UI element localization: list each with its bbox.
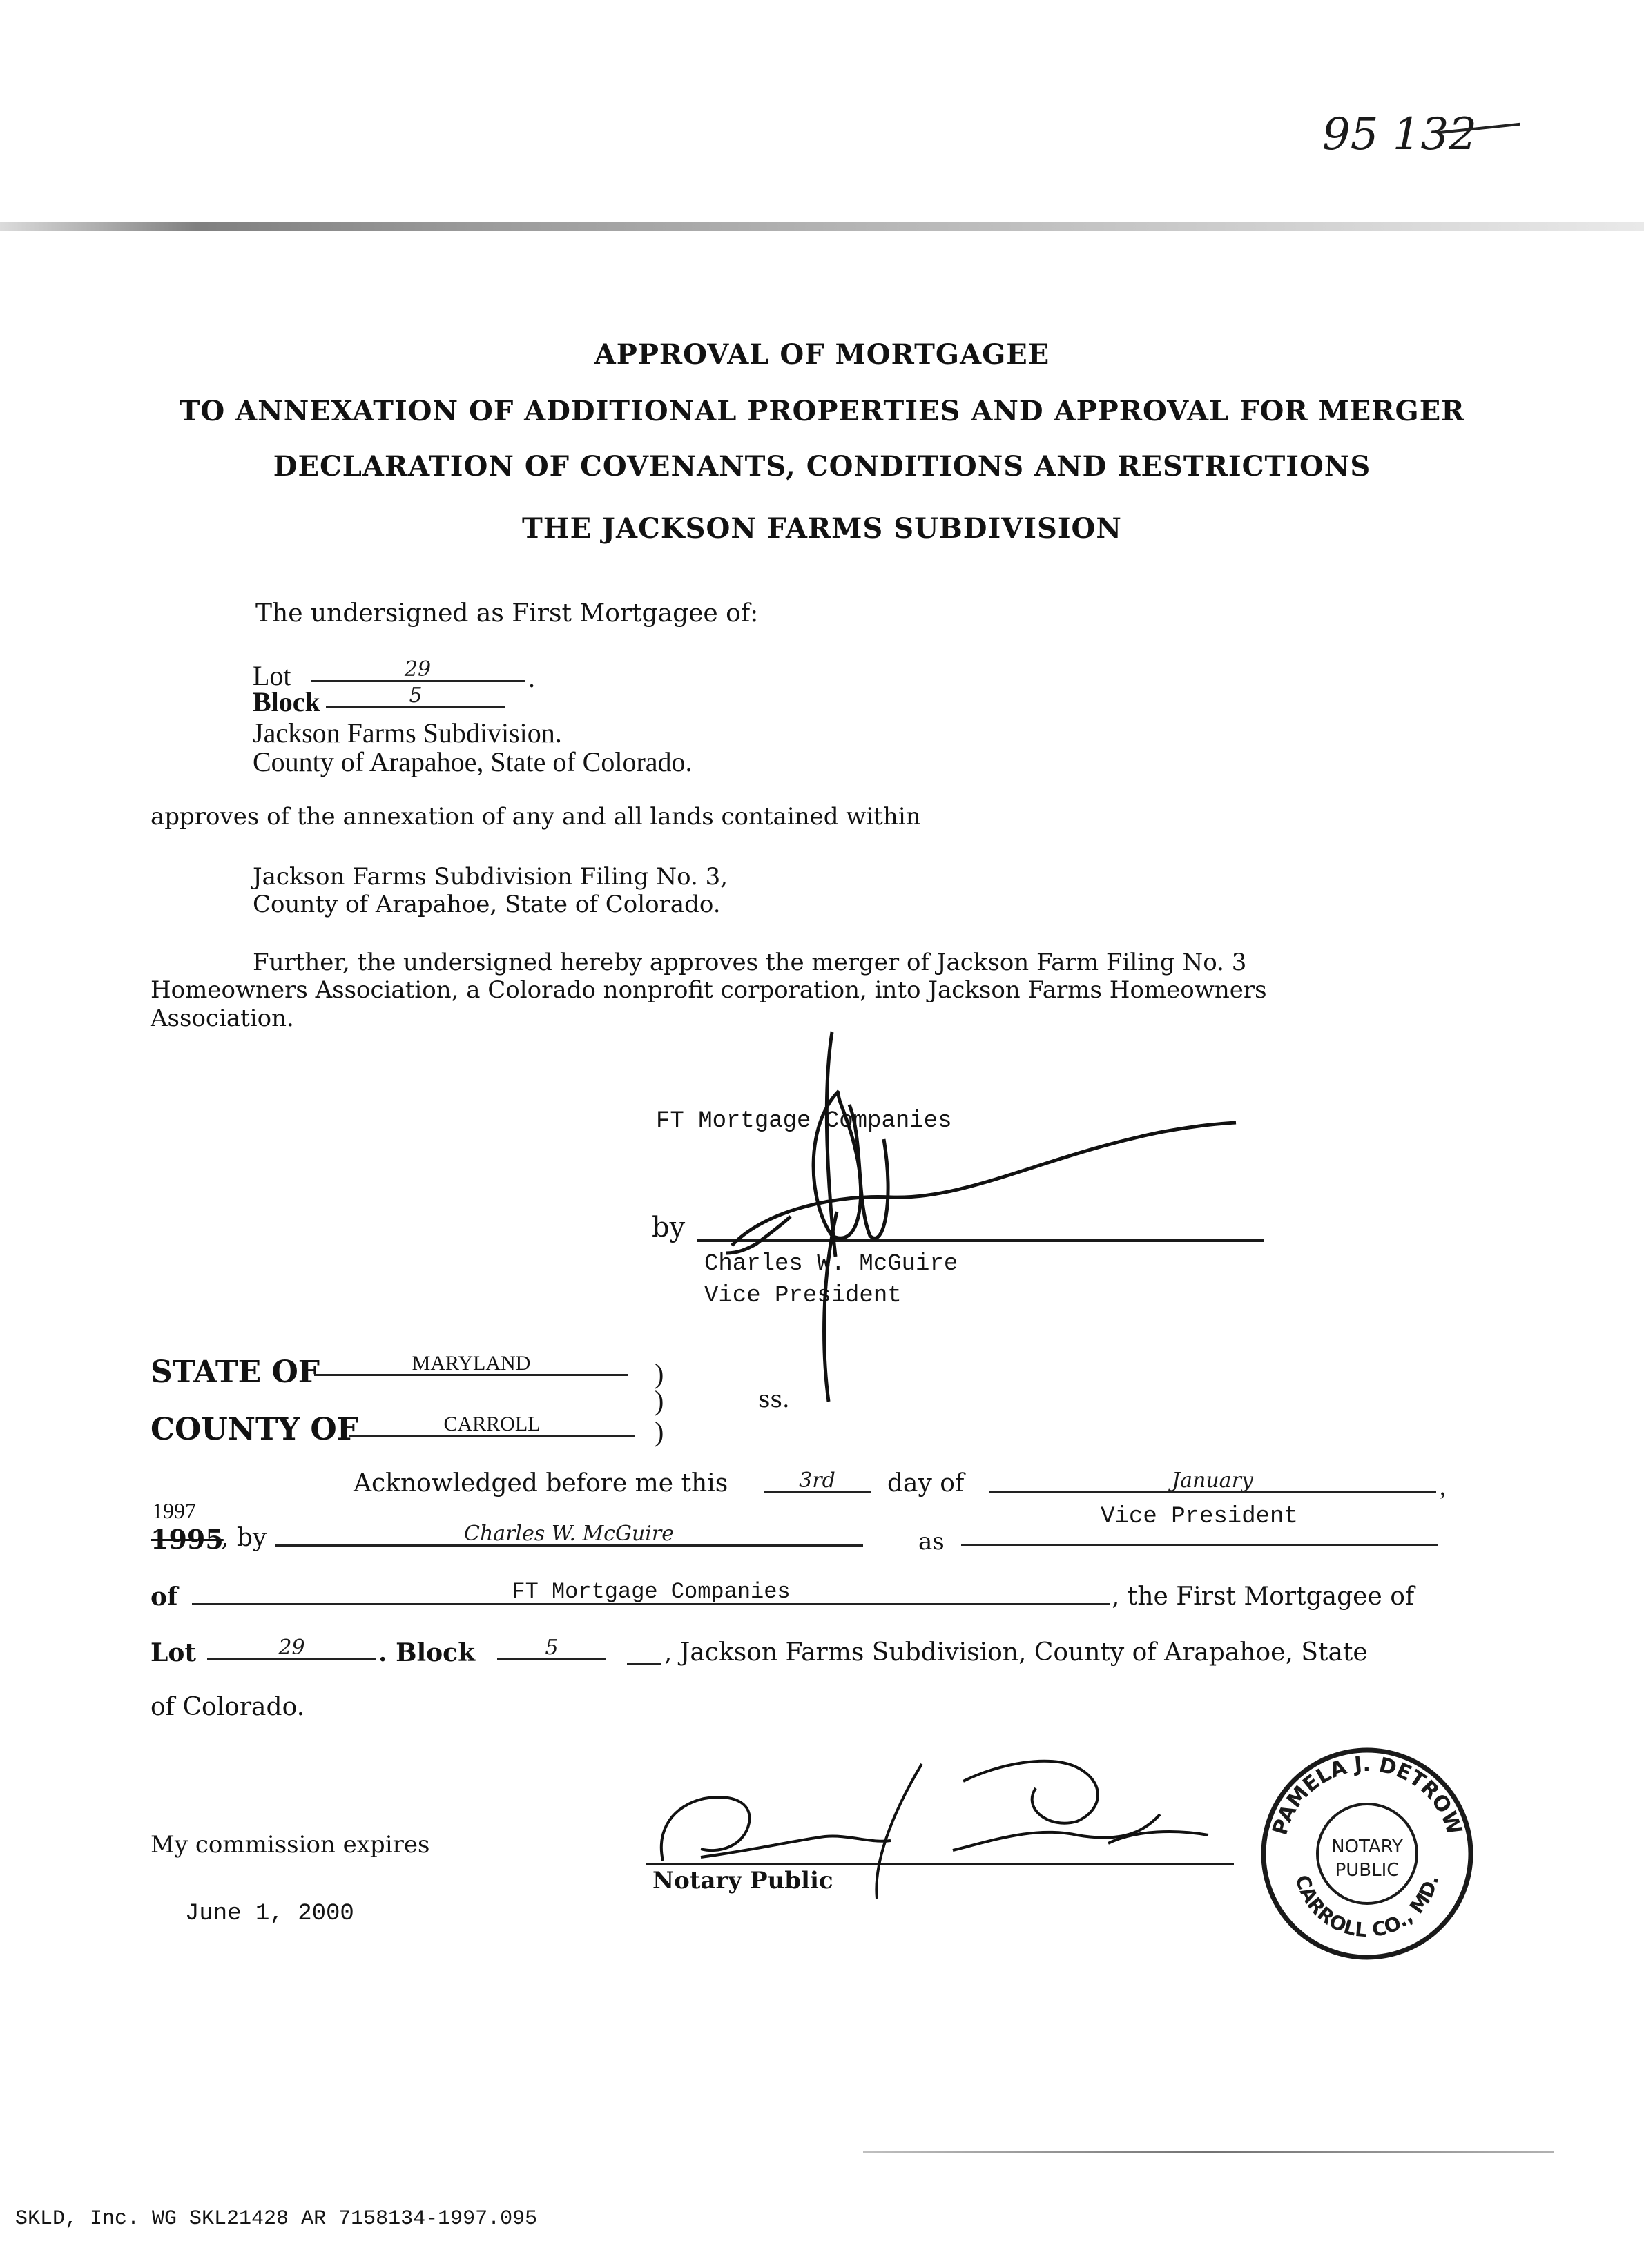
ack-day-label: day of <box>887 1469 965 1498</box>
officer-signature-stroke-3 <box>849 1105 888 1238</box>
ack-day-field <box>764 1471 871 1493</box>
title-line-2: TO ANNEXATION OF ADDITIONAL PROPERTIES AND APPROVAL FOR MERGER <box>179 395 1465 427</box>
ack-capacity-value: Vice President <box>1101 1504 1298 1530</box>
notary-signature-stroke-5 <box>963 1761 1098 1823</box>
venue-ss: ss. <box>758 1386 790 1413</box>
ack-person-value: Charles W. McGuire <box>464 1522 674 1546</box>
filing-county-state: County of Arapahoe, State of Colorado. <box>253 891 721 918</box>
officer-signature-stroke-4 <box>732 1123 1236 1246</box>
title-line-3: DECLARATION OF COVENANTS, CONDITIONS AND RESTRICTIONS <box>273 450 1371 483</box>
commission-date: June 1, 2000 <box>185 1901 354 1927</box>
ack-block-field <box>497 1638 606 1660</box>
ack-month-comma: , <box>1440 1473 1446 1500</box>
ack-block-value: 5 <box>545 1636 559 1660</box>
venue-county-value: CARROLL <box>443 1413 541 1435</box>
ack-by-label: , by <box>221 1524 267 1552</box>
property-block-value: 5 <box>409 684 423 708</box>
ack-person-field <box>275 1524 863 1547</box>
top-handwritten-annotation: 95 132 <box>1322 109 1477 160</box>
property-county-state: County of Arapahoe, State of Colorado. <box>253 746 693 777</box>
notary-seal-bottom-text: CARROLL CO., MD. <box>1290 1872 1444 1942</box>
notary-public-label: Notary Public <box>652 1867 833 1894</box>
title-line-1: APPROVAL OF MORTGAGEE <box>594 338 1050 371</box>
scan-top-streak <box>0 222 1644 231</box>
signer-title: Vice President <box>704 1283 902 1309</box>
venue-bracket-2: ) <box>655 1385 664 1416</box>
ack-entity-value: FT Mortgage Companies <box>512 1579 791 1605</box>
ack-day-value: 3rd <box>799 1469 835 1493</box>
company-name: FT Mortgage Companies <box>656 1108 952 1134</box>
property-lot-label: Lot <box>253 660 291 691</box>
ack-entity-field <box>192 1581 1110 1605</box>
venue-bracket-3: ) <box>655 1416 664 1447</box>
property-lot-dot: . <box>528 662 535 693</box>
property-block-label: Block <box>253 686 320 717</box>
ack-capacity-field <box>961 1505 1438 1546</box>
venue-state-field <box>314 1353 628 1376</box>
ack-lot-field <box>207 1638 376 1660</box>
notary-seal-center-line-1: NOTARY <box>1331 1836 1403 1857</box>
venue-bracket-1: ) <box>655 1358 664 1389</box>
venue-state-label: STATE OF <box>151 1355 320 1390</box>
further-text-line-1: Further, the undersigned hereby approves the merger of Jackson Farm Filing No. 3 <box>253 949 1247 976</box>
notary-signature-stroke-3 <box>876 1764 922 1899</box>
notary-seal <box>1246 1733 1488 1975</box>
ack-first-mortgagee-text: , the First Mortgagee of <box>1112 1582 1415 1611</box>
notary-signature <box>649 1740 1250 1899</box>
ack-line1-prefix: Acknowledged before me this <box>354 1469 728 1498</box>
approval-text: approves of the annexation of any and all lands contained within <box>151 803 921 831</box>
ack-tail-text-2: of Colorado. <box>151 1693 305 1721</box>
further-text-line-2: Homeowners Association, a Colorado nonprofit corporation, into Jackson Farms Homeowners <box>151 976 1267 1004</box>
footer-reference: SKLD, Inc. WG SKL21428 AR 7158134-1997.095 <box>15 2207 538 2231</box>
ack-month-field <box>989 1471 1436 1493</box>
commission-label: My commission expires <box>151 1831 430 1859</box>
ack-block-label: . Block <box>378 1638 476 1667</box>
ack-month-value: January <box>1172 1469 1253 1493</box>
ack-of-label: of <box>151 1582 178 1611</box>
notary-seal-center-line-2: PUBLIC <box>1335 1860 1400 1881</box>
ack-lot-value: 29 <box>278 1636 305 1660</box>
notary-signature-stroke-4 <box>953 1814 1160 1850</box>
officer-signature <box>718 1029 1257 1429</box>
further-text-line-3: Association. <box>151 1005 294 1032</box>
venue-county-field <box>349 1414 635 1437</box>
company-by-label: by <box>652 1212 686 1243</box>
intro-text: The undersigned as First Mortgagee of: <box>255 599 759 628</box>
notary-seal-top-text: PAMELA J. DETROW <box>1268 1752 1467 1839</box>
title-line-4: THE JACKSON FARMS SUBDIVISION <box>522 512 1122 545</box>
venue-state-value: MARYLAND <box>412 1352 531 1375</box>
ack-lot-label: Lot <box>151 1638 196 1667</box>
ack-as-label: as <box>918 1528 945 1555</box>
ack-tail-text: , Jackson Farms Subdivision, County of Arapahoe, State <box>664 1638 1368 1667</box>
scan-bottom-streak <box>863 2151 1554 2153</box>
property-lot-value: 29 <box>404 657 432 681</box>
ack-year-printed: 1995 <box>151 1524 224 1555</box>
property-lot-field <box>311 659 525 682</box>
notary-signature-stroke-6 <box>1108 1832 1208 1843</box>
ack-block-tail-underline <box>627 1663 661 1665</box>
venue-county-label: COUNTY OF <box>151 1412 358 1447</box>
ack-year-handwritten: 1997 <box>152 1498 196 1523</box>
property-subdivision: Jackson Farms Subdivision. <box>253 717 562 748</box>
property-block-field <box>326 686 505 708</box>
filing-line: Jackson Farms Subdivision Filing No. 3, <box>253 863 728 891</box>
signer-name: Charles W. McGuire <box>704 1251 958 1277</box>
officer-signature-stroke-6 <box>726 1217 791 1253</box>
